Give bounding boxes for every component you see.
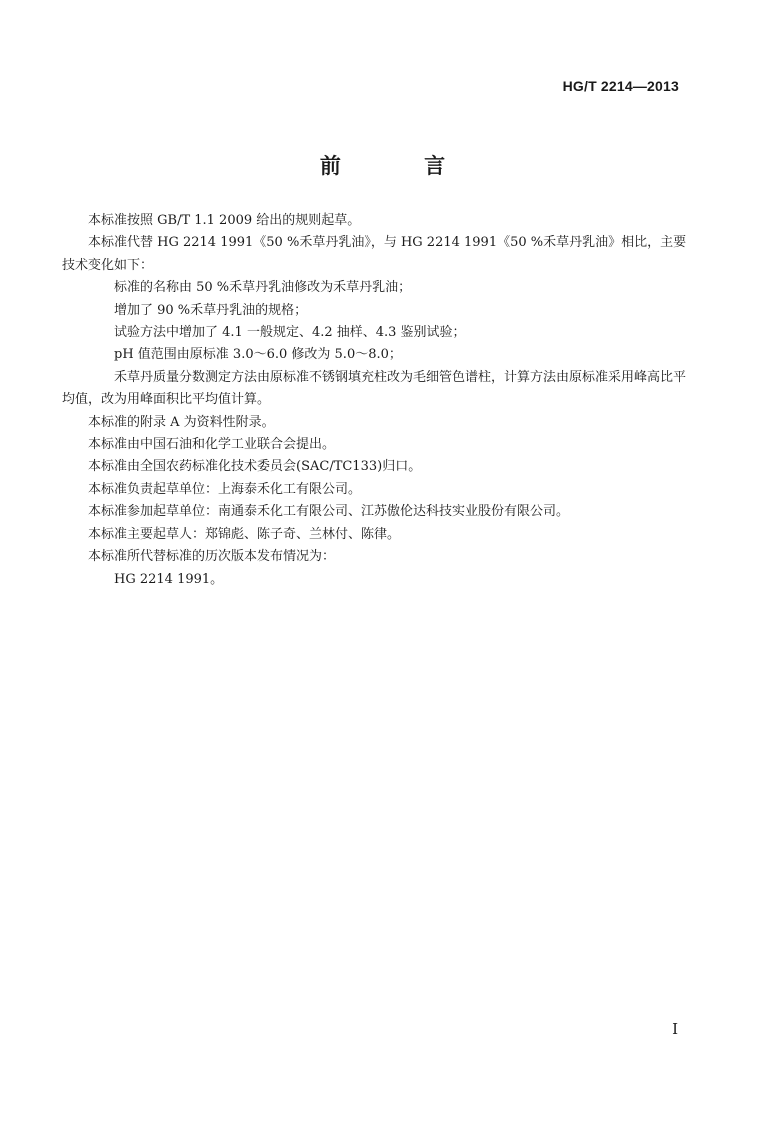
page-title: 前 言 <box>319 154 484 178</box>
paragraph-replacement: 本标准代替 HG 2214 1991《50 %禾草丹乳油》，与 HG 2214 1991《50 %禾草丹乳油》相比，主要技术变化如下： <box>62 235 687 273</box>
foreword-body <box>62 210 688 591</box>
paragraph-main-authors: 本标准主要起草人：郑锦彪、陈子奇、兰林付、陈律。 <box>88 526 401 542</box>
paragraph-participating-drafters: 本标准参加起草单位：南通泰禾化工有限公司、江苏傲伦达科技实业股份有限公司。 <box>88 504 570 520</box>
change-item-ph: pH 值范围由原标准 3.0～6.0 修改为 5.0～8.0； <box>114 347 402 363</box>
paragraph-drafting-rules: 本标准按照 GB/T 1.1 2009 给出的规则起草。 <box>88 213 361 228</box>
document-code: HG/T 2214—2013 <box>562 78 679 94</box>
paragraph-appendix: 本标准的附录 A 为资料性附录。 <box>88 414 275 430</box>
change-item-name: 标准的名称由 50 %禾草丹乳油修改为禾草丹乳油； <box>114 280 412 296</box>
change-item-test-methods: 试验方法中增加了 4.1 一般规定、4.2 抽样、4.3 鉴别试验； <box>114 325 466 341</box>
change-item-measurement: 禾草丹质量分数测定方法由原标准不锈钢填充柱改为毛细管色谱柱，计算方法由原标准采用峰高比平均值，改为用峰面积比平均值计算。 <box>62 369 687 408</box>
paragraph-proposer: 本标准由中国石油和化学工业联合会提出。 <box>88 437 336 453</box>
paragraph-lead-drafter: 本标准负责起草单位：上海泰禾化工有限公司。 <box>88 481 362 497</box>
paragraph-committee: 本标准由全国农药标准化技术委员会(SAC/TC133)归口。 <box>88 459 422 475</box>
history-item: HG 2214 1991。 <box>114 571 224 587</box>
change-item-spec: 增加了 90 %禾草丹乳油的规格； <box>114 302 308 318</box>
paragraph-history-intro: 本标准所代替标准的历次版本发布情况为： <box>88 549 336 565</box>
page-number: I <box>672 1020 678 1038</box>
